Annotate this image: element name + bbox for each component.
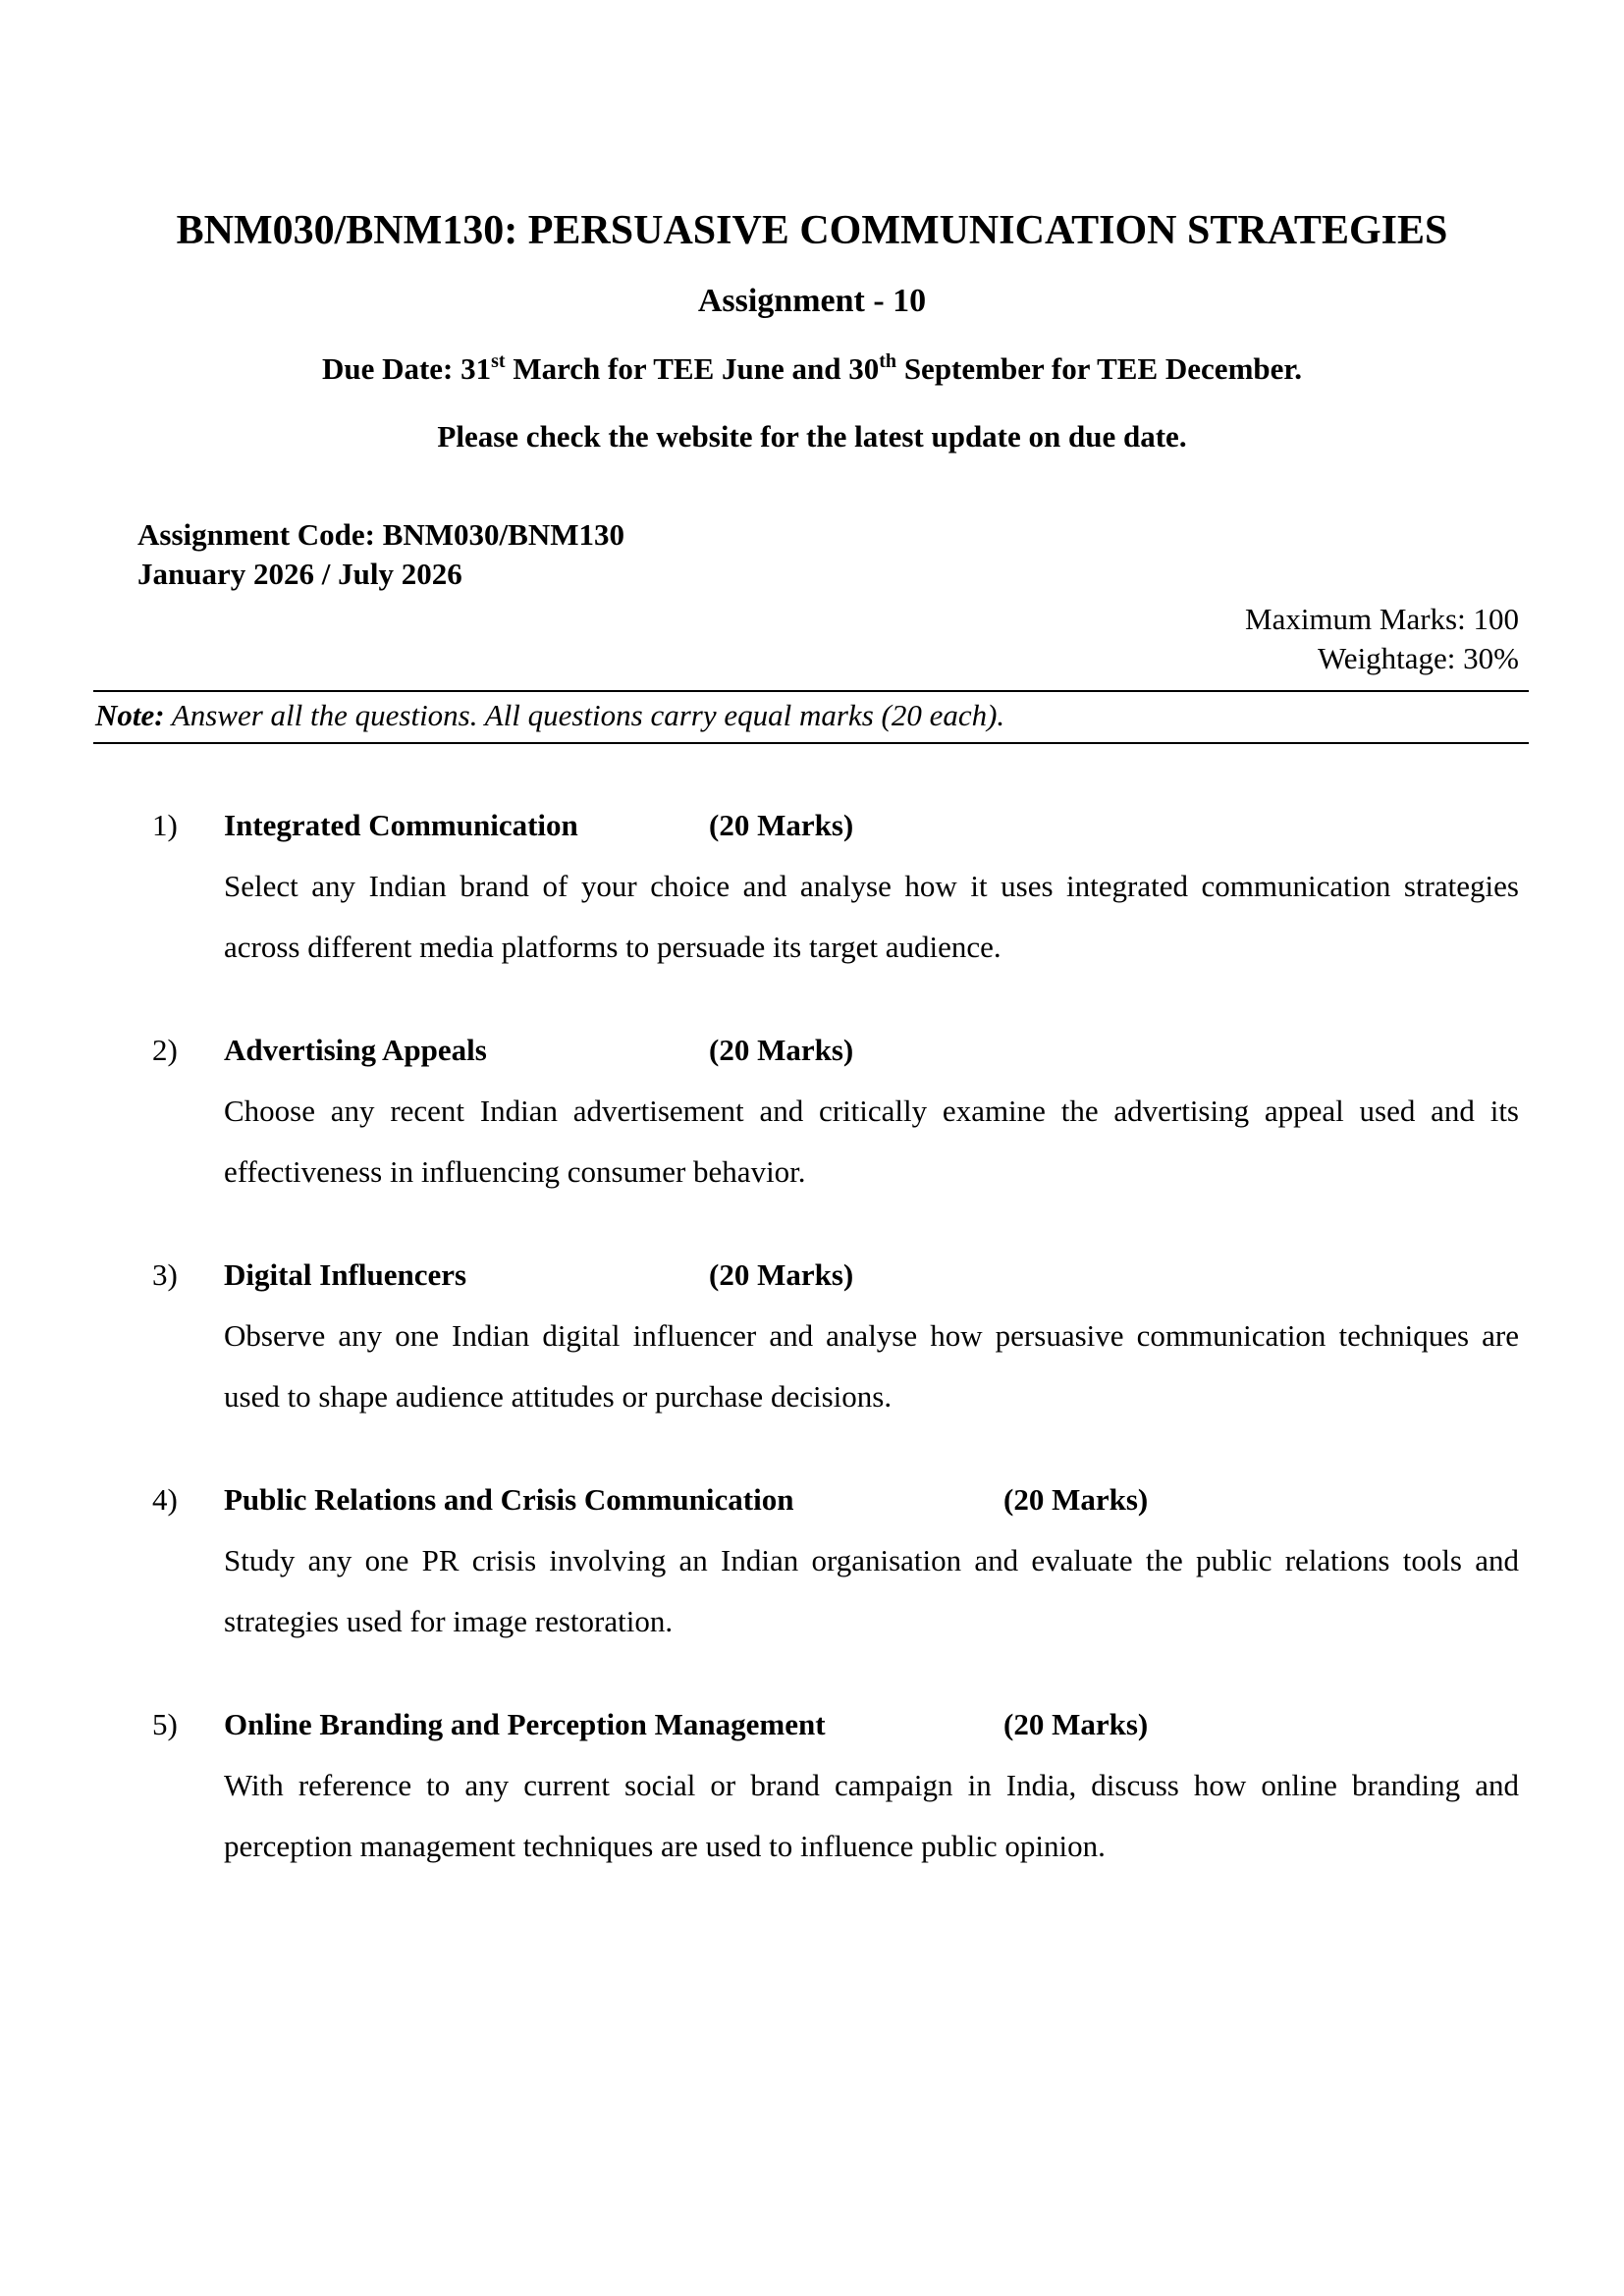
question-1 xyxy=(152,795,1519,978)
question-1-number: 1) xyxy=(152,808,178,842)
question-3-body: Observe any one Indian digital influencer and analyse how persuasive communication techniques are used to shape audience attitudes or purchase decisions. xyxy=(224,1318,1519,1414)
question-3-title: Digital Influencers xyxy=(224,1257,467,1292)
question-1-title: Integrated Communication xyxy=(224,808,578,842)
question-2-body: Choose any recent Indian advertisement and critically examine the advertising appeal used and its effectiveness in influencing consumer behavior. xyxy=(224,1094,1519,1189)
question-4-body: Study any one PR crisis involving an Indian organisation and evaluate the public relations tools and strategies used for image restoration. xyxy=(224,1543,1519,1638)
question-4-number: 4) xyxy=(152,1482,178,1517)
questions-list xyxy=(0,795,1624,1877)
question-5-heading xyxy=(152,1694,1519,1755)
question-3-marks: (20 Marks) xyxy=(709,1257,854,1292)
question-3 xyxy=(152,1245,1519,1427)
maximum-marks: Maximum Marks: 100 xyxy=(1245,602,1519,636)
note-bar xyxy=(93,690,1529,744)
question-4 xyxy=(152,1469,1519,1652)
session-dates: January 2026 / July 2026 xyxy=(137,557,462,591)
question-3-heading xyxy=(152,1245,1519,1306)
assignment-code: Assignment Code: BNM030/BNM130 xyxy=(137,517,624,552)
question-5-number: 5) xyxy=(152,1707,178,1741)
due-date-line xyxy=(0,351,1624,387)
due-date-superscript-th: th xyxy=(879,350,897,372)
question-2 xyxy=(152,1020,1519,1202)
question-2-marks: (20 Marks) xyxy=(709,1033,854,1067)
due-date-part1: Due Date: 31 xyxy=(321,351,492,386)
weightage: Weightage: 30% xyxy=(1318,641,1519,675)
course-title: BNM030/BNM130: PERSUASIVE COMMUNICATION STRATEGIES xyxy=(176,208,1448,253)
question-5-body: With reference to any current social or brand campaign in India, discuss how online branding and perception management techniques are used to influence public opinion. xyxy=(224,1768,1519,1863)
question-5-title: Online Branding and Perception Management xyxy=(224,1707,826,1741)
question-1-heading xyxy=(152,795,1519,856)
question-1-marks: (20 Marks) xyxy=(709,808,854,842)
note-text: Answer all the questions. All questions carry equal marks (20 each). xyxy=(164,698,1005,732)
question-5-marks: (20 Marks) xyxy=(1003,1707,1149,1741)
question-4-marks: (20 Marks) xyxy=(1003,1482,1149,1517)
question-3-number: 3) xyxy=(152,1257,178,1292)
website-update-note: Please check the website for the latest update on due date. xyxy=(437,419,1187,454)
due-date-part2: March for TEE June and 30 xyxy=(505,351,880,386)
note-label: Note: xyxy=(95,698,165,732)
due-date-part3: September for TEE December. xyxy=(896,351,1303,386)
question-4-title: Public Relations and Crisis Communication xyxy=(224,1482,794,1517)
due-date-superscript-st: st xyxy=(491,350,506,372)
assignment-title: Assignment - 10 xyxy=(697,283,927,319)
question-2-heading xyxy=(152,1020,1519,1081)
assignment-meta xyxy=(0,515,1624,678)
question-2-number: 2) xyxy=(152,1033,178,1067)
question-2-title: Advertising Appeals xyxy=(224,1033,487,1067)
question-4-heading xyxy=(152,1469,1519,1530)
question-1-body: Select any Indian brand of your choice and analyse how it uses integrated communication strategies across different media platforms to persuade its target audience. xyxy=(224,869,1519,964)
question-5 xyxy=(152,1694,1519,1877)
